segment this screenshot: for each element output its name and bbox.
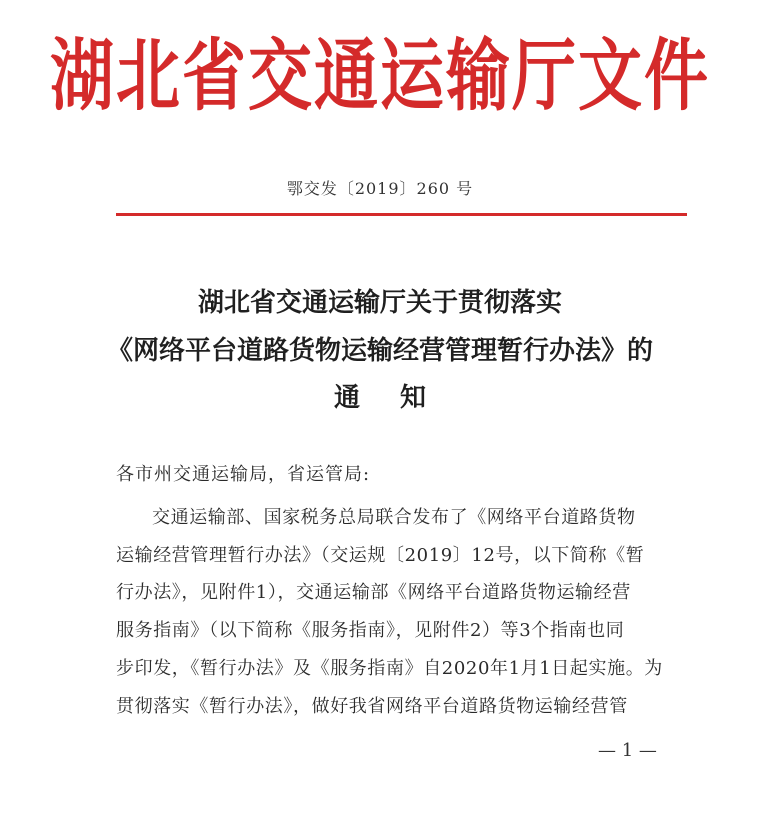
body-paragraph-line: 运输经营管理暂行办法》（交运规〔2019〕12号，以下简称《暂	[116, 545, 645, 566]
notice-title-line-3: 通知	[333, 383, 466, 413]
document-number: 鄂交发〔2019〕260 号	[286, 179, 474, 198]
notice-title-line-1: 湖北省交通运输厅关于贯彻落实	[197, 288, 562, 318]
body-paragraph-line: 服务指南》（以下简称《服务指南》，见附件2）等3个指南也同	[116, 620, 625, 641]
red-divider-rule	[116, 213, 687, 216]
page-number: — 1 —	[598, 740, 657, 761]
notice-title-line-2: 《网络平台道路货物运输经营管理暂行办法》的	[106, 336, 653, 366]
issuing-authority-header: 湖北省交通运输厅文件	[50, 31, 710, 123]
body-paragraph-line: 步印发，《暂行办法》及《服务指南》自2020年1月1日起实施。为	[116, 658, 663, 679]
salutation: 各市州交通运输局，省运管局:	[116, 464, 371, 485]
body-paragraph-line: 行办法》，见附件1），交通运输部《网络平台道路货物运输经营	[116, 582, 631, 603]
body-paragraph-line: 贯彻落实《暂行办法》，做好我省网络平台道路货物运输经营管	[116, 696, 628, 717]
body-paragraph-line: 交通运输部、国家税务总局联合发布了《网络平台道路货物	[152, 507, 636, 528]
